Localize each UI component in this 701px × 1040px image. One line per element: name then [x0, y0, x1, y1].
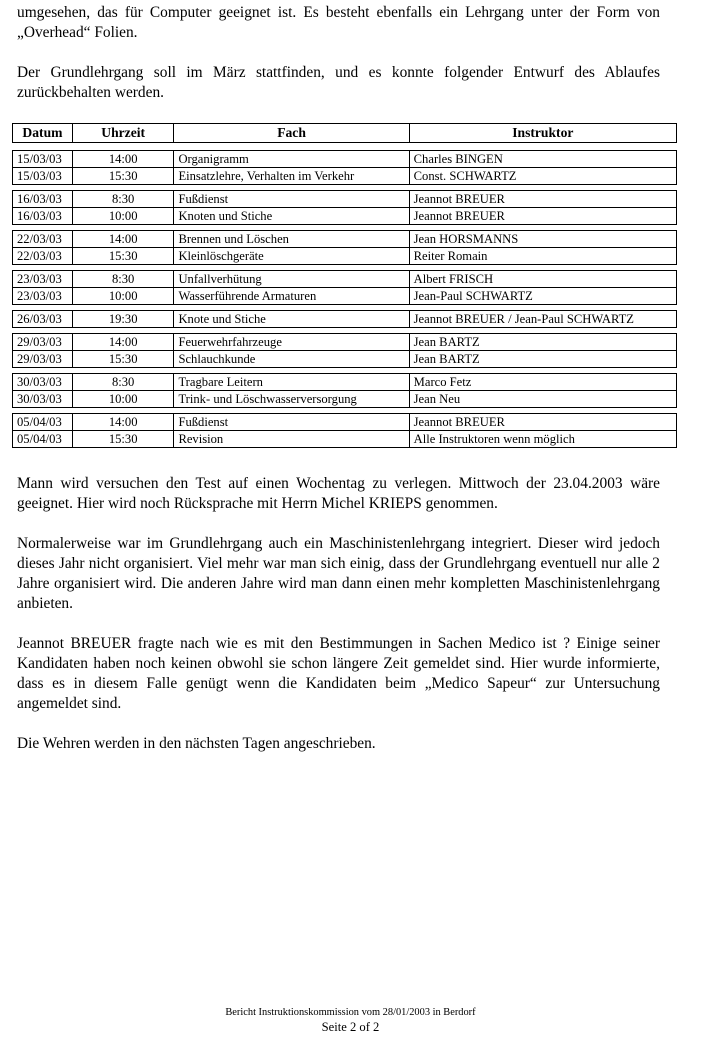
intro-paragraph-1: umgesehen, das für Computer geeignet ist. Es besteht ebenfalls ein Lehrgang unter der Form von „Overhead“ Folien. — [17, 4, 660, 41]
cell-date: 22/03/03 — [13, 231, 73, 248]
cell-subject: Einsatzlehre, Verhalten im Verkehr — [174, 168, 409, 185]
table-header-row — [13, 124, 677, 143]
cell-instructor: Marco Fetz — [409, 374, 676, 391]
header-date: Datum — [13, 124, 73, 143]
cell-subject: Knote und Stiche — [174, 311, 409, 328]
schedule-table — [12, 123, 677, 448]
cell-time: 14:00 — [72, 414, 174, 431]
page-footer — [0, 1006, 701, 1034]
cell-date: 22/03/03 — [13, 248, 73, 265]
table-row — [13, 391, 677, 408]
cell-time: 10:00 — [72, 391, 174, 408]
cell-subject: Wasserführende Armaturen — [174, 288, 409, 305]
cell-instructor: Jeannot BREUER — [409, 208, 676, 225]
paragraph-test-date: Mann wird versuchen den Test auf einen Wochentag zu verlegen. Mittwoch der 23.04.2003 wäre geeignet. Hier wird noch Rücksprache mit Herrn Michel KRIEPS genommen. — [17, 475, 660, 512]
cell-instructor: Alle Instruktoren wenn möglich — [409, 431, 676, 448]
table-row — [13, 311, 677, 328]
cell-time: 15:30 — [72, 168, 174, 185]
cell-instructor: Charles BINGEN — [409, 151, 676, 168]
cell-subject: Trink- und Löschwasserversorgung — [174, 391, 409, 408]
cell-instructor: Jean BARTZ — [409, 334, 676, 351]
group-spacer — [13, 143, 677, 151]
table-row — [13, 231, 677, 248]
document-page — [17, 3, 660, 103]
cell-time: 14:00 — [72, 334, 174, 351]
header-instructor: Instruktor — [409, 124, 676, 143]
cell-date: 16/03/03 — [13, 191, 73, 208]
paragraph-maschinist: Normalerweise war im Grundlehrgang auch ein Maschinistenlehrgang integriert. Dieser wird jedoch dieses Jahr nicht organisiert. Viel mehr war man sich einig, dass der Grundlehrgang eventuell nur alle 2 Jahre organisiert wird. Die anderen Jahre wird man dann einen mehr kompletten Maschinistenlehrgang anbieten. — [17, 535, 660, 612]
cell-subject: Tragbare Leitern — [174, 374, 409, 391]
cell-date: 23/03/03 — [13, 288, 73, 305]
paragraph-wehren: Die Wehren werden in den nächsten Tagen angeschrieben. — [17, 735, 376, 752]
cell-date: 29/03/03 — [13, 334, 73, 351]
cell-time: 15:30 — [72, 351, 174, 368]
cell-time: 10:00 — [72, 208, 174, 225]
cell-date: 29/03/03 — [13, 351, 73, 368]
cell-subject: Knoten und Stiche — [174, 208, 409, 225]
footer-page-number: Seite 2 of 2 — [321, 1020, 380, 1034]
cell-subject: Fußdienst — [174, 414, 409, 431]
cell-instructor: Jeannot BREUER / Jean-Paul SCHWARTZ — [409, 311, 676, 328]
table-row — [13, 334, 677, 351]
cell-time: 8:30 — [72, 271, 174, 288]
cell-date: 05/04/03 — [13, 414, 73, 431]
header-subject: Fach — [174, 124, 409, 143]
cell-instructor: Reiter Romain — [409, 248, 676, 265]
cell-time: 14:00 — [72, 151, 174, 168]
cell-date: 15/03/03 — [13, 151, 73, 168]
cell-date: 15/03/03 — [13, 168, 73, 185]
table-row — [13, 288, 677, 305]
cell-subject: Fußdienst — [174, 191, 409, 208]
cell-time: 8:30 — [72, 374, 174, 391]
cell-time: 10:00 — [72, 288, 174, 305]
table-row — [13, 271, 677, 288]
spacer-cell — [13, 143, 677, 151]
cell-date: 16/03/03 — [13, 208, 73, 225]
paragraph-medico: Jeannot BREUER fragte nach wie es mit den Bestimmungen in Sachen Medico ist ? Einige seiner Kandidaten haben noch keinen obwohl sie schon längere Zeit gemeldet sind. Hier wurde informierte, dass es in diesem Falle genügt wenn die Kandidaten beim „Medico Sapeur“ zur Untersuchung angemeldet sind. — [17, 635, 660, 712]
cell-subject: Kleinlöschgeräte — [174, 248, 409, 265]
cell-instructor: Const. SCHWARTZ — [409, 168, 676, 185]
cell-instructor: Albert FRISCH — [409, 271, 676, 288]
cell-date: 05/04/03 — [13, 431, 73, 448]
cell-subject: Feuerwehrfahrzeuge — [174, 334, 409, 351]
footer-report-title: Bericht Instruktionskommission vom 28/01/2003 in Berdorf — [225, 1007, 476, 1018]
cell-instructor: Jean BARTZ — [409, 351, 676, 368]
cell-instructor: Jean-Paul SCHWARTZ — [409, 288, 676, 305]
table-row — [13, 151, 677, 168]
cell-instructor: Jean Neu — [409, 391, 676, 408]
table-row — [13, 208, 677, 225]
cell-time: 15:30 — [72, 431, 174, 448]
cell-subject: Brennen und Löschen — [174, 231, 409, 248]
table-row — [13, 248, 677, 265]
cell-date: 23/03/03 — [13, 271, 73, 288]
table-row — [13, 374, 677, 391]
table-row — [13, 351, 677, 368]
cell-time: 19:30 — [72, 311, 174, 328]
cell-instructor: Jeannot BREUER — [409, 414, 676, 431]
cell-date: 30/03/03 — [13, 391, 73, 408]
table-row — [13, 431, 677, 448]
cell-time: 14:00 — [72, 231, 174, 248]
cell-subject: Unfallverhütung — [174, 271, 409, 288]
cell-subject: Organigramm — [174, 151, 409, 168]
cell-date: 30/03/03 — [13, 374, 73, 391]
table-row — [13, 191, 677, 208]
table-row — [13, 414, 677, 431]
cell-subject: Revision — [174, 431, 409, 448]
table-row — [13, 168, 677, 185]
cell-time: 8:30 — [72, 191, 174, 208]
body-text — [17, 474, 660, 754]
cell-time: 15:30 — [72, 248, 174, 265]
header-time: Uhrzeit — [72, 124, 174, 143]
cell-instructor: Jean HORSMANNS — [409, 231, 676, 248]
cell-subject: Schlauchkunde — [174, 351, 409, 368]
intro-paragraph-2: Der Grundlehrgang soll im März stattfinden, und es konnte folgender Entwurf des Ablaufes zurückbehalten werden. — [17, 64, 660, 101]
cell-instructor: Jeannot BREUER — [409, 191, 676, 208]
cell-date: 26/03/03 — [13, 311, 73, 328]
